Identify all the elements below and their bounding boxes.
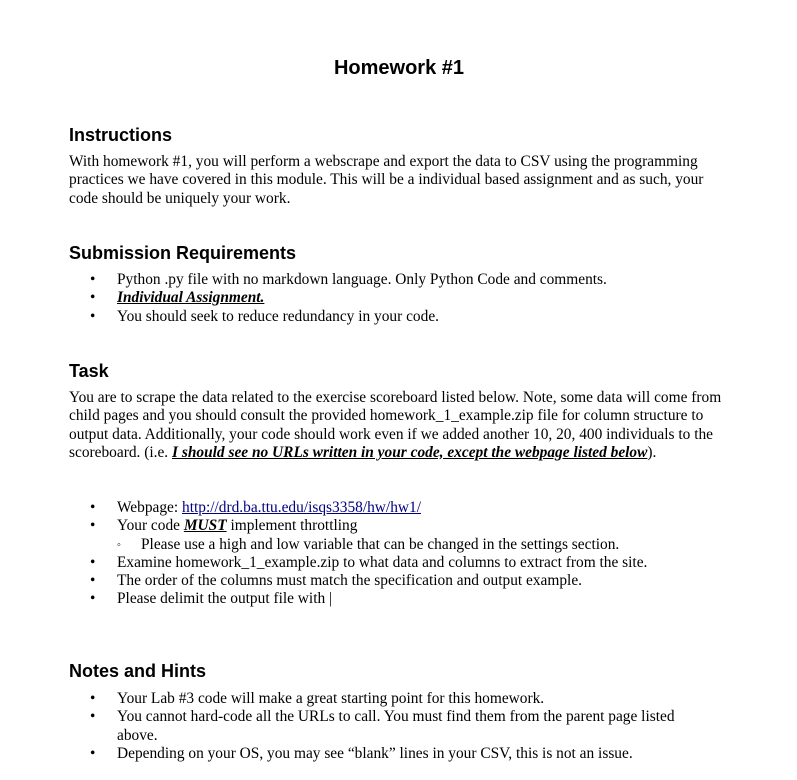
sub-bullet-icon: ◦ xyxy=(117,538,121,551)
heading-task: Task xyxy=(69,361,109,381)
list-item: • Depending on your OS, you may see “blank” lines in your CSV, this is not an issue. xyxy=(90,744,633,762)
instructions-body: With homework #1, you will perform a webscrape and export the data to CSV using the programming practices we have covered in this module. This will be a individual based assignment and as such, your code should be uniquely your work. xyxy=(69,153,704,207)
heading-instructions: Instructions xyxy=(69,125,173,145)
list-item: • Examine homework_1_example.zip to what data and columns to extract from the site. xyxy=(90,553,648,571)
list-item: • Python .py file with no markdown language. Only Python Code and comments. xyxy=(90,271,607,288)
individual-assignment-emphasis: Individual Assignment. xyxy=(117,289,265,307)
list-item: • Webpage: http://drd.ba.ttu.edu/isqs3358/hw/hw1/ xyxy=(90,499,421,516)
bullet-icon: • xyxy=(90,708,96,726)
bullet-icon: • xyxy=(90,572,96,590)
submission-list xyxy=(69,271,733,326)
bullet-icon: • xyxy=(90,307,96,325)
list-item xyxy=(69,289,733,307)
sub-list-item: ◦ Please use a high and low variable that can be changed in the settings section. xyxy=(117,535,620,553)
bullet-icon: • xyxy=(90,744,96,762)
heading-notes: Notes and Hints xyxy=(69,661,207,681)
bullet-icon: • xyxy=(90,499,96,516)
list-item: • You should seek to reduce redundancy in your code. xyxy=(90,307,439,325)
must-emphasis: MUST xyxy=(183,517,227,535)
listed-below-emphasis: listed below xyxy=(573,443,648,461)
list-item: • You cannot hard-code all the URLs to call. You must find them from the parent page listed above. xyxy=(90,708,675,744)
notes-list xyxy=(69,690,733,763)
bullet-icon: • xyxy=(90,517,96,535)
task-body: You are to scrape the data related to the exercise scoreboard listed below. Note, some data will come from child pages and you should consult the provided homework_1_example.zip file for column structure to output data. Additionally, your code should work even if we added another 10, 20, 400 individuals to the scoreboard. (i.e. I should see no URLs written in your code, except the webpage listed below). xyxy=(69,389,722,461)
bullet-icon: • xyxy=(90,271,96,288)
no-urls-emphasis: I should see no URLs written in your code, except the webpage xyxy=(172,443,574,461)
heading-submission: Submission Requirements xyxy=(69,243,297,263)
list-item: • Your code MUST implement throttling xyxy=(90,517,358,535)
list-item: • Your Lab #3 code will make a great starting point for this homework. xyxy=(90,690,545,707)
bullet-icon: • xyxy=(90,690,96,707)
list-item: • The order of the columns must match the specification and output example. xyxy=(90,572,583,590)
bullet-icon: • xyxy=(90,289,96,307)
task-list xyxy=(69,499,733,609)
bullet-icon: • xyxy=(90,553,96,571)
bullet-icon: • xyxy=(90,590,96,608)
document-title: Homework #1 xyxy=(333,57,465,79)
list-item: • Please delimit the output file with | xyxy=(90,590,333,608)
webpage-link[interactable]: http://drd.ba.ttu.edu/isqs3358/hw/hw1/ xyxy=(182,499,421,516)
